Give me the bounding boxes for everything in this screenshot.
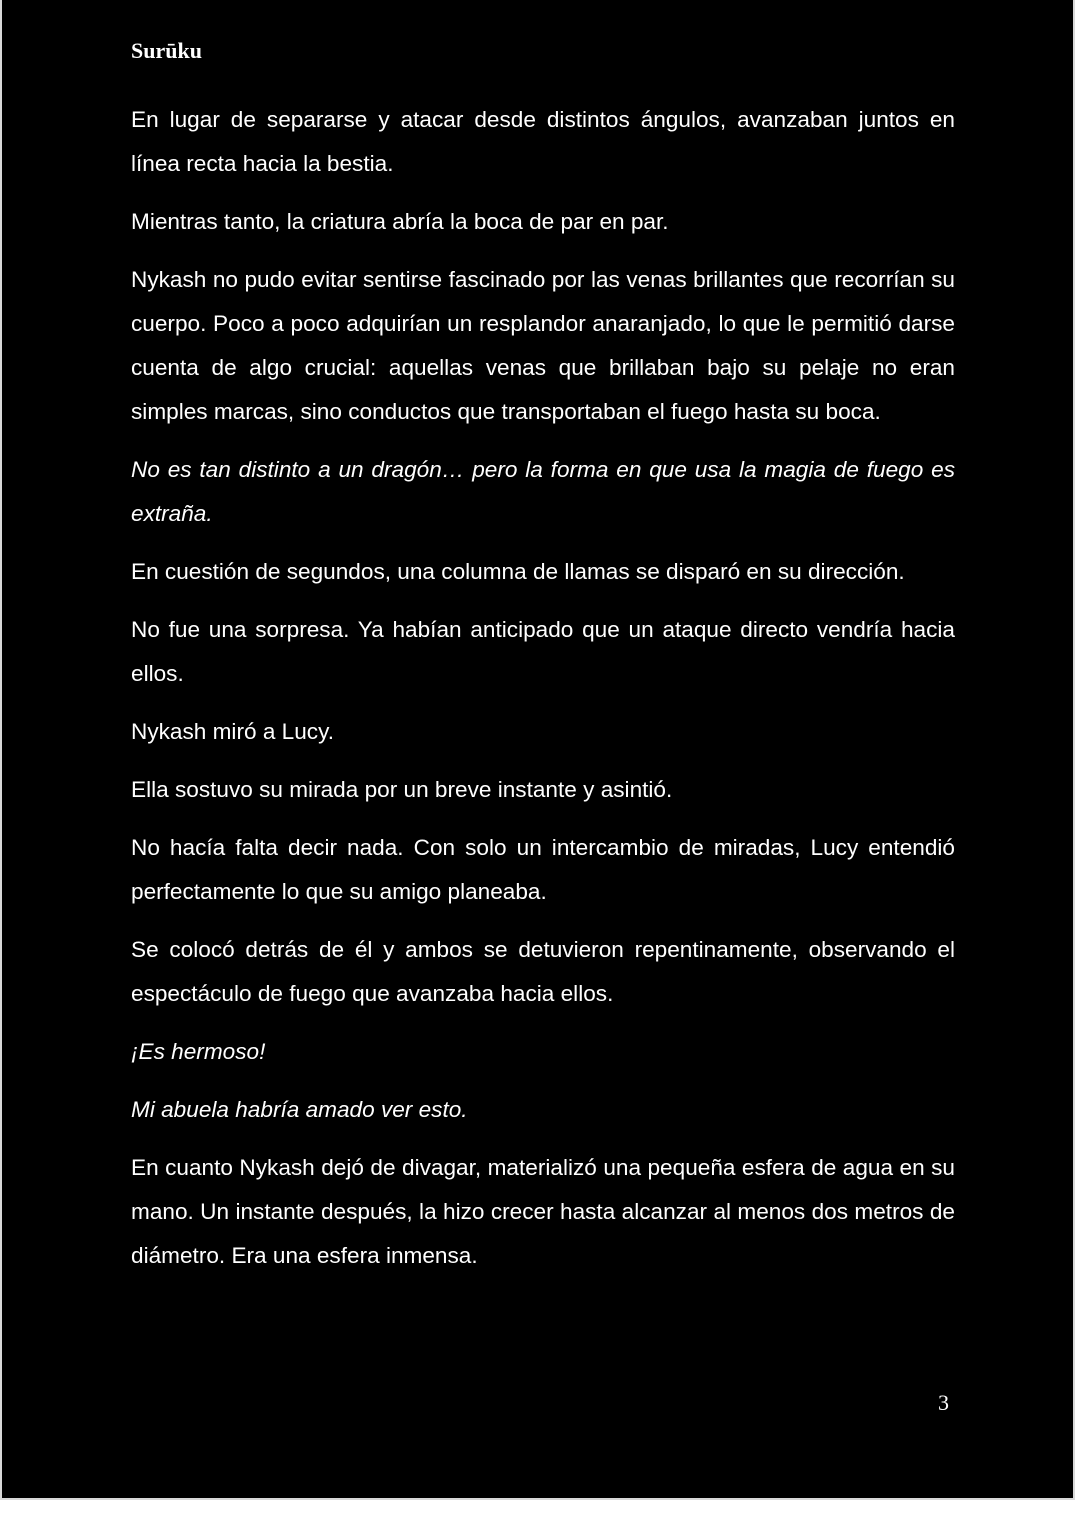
page-number: 3 (938, 1390, 949, 1415)
paragraph: No hacía falta decir nada. Con solo un intercambio de miradas, Lucy entendió perfectamente lo que su amigo planeaba. (131, 835, 955, 904)
paragraph: Ella sostuvo su mirada por un breve instante y asintió. (131, 777, 673, 802)
paragraph: Mientras tanto, la criatura abría la boca de par en par. (131, 209, 669, 234)
paragraph: En cuanto Nykash dejó de divagar, materializó una pequeña esfera de agua en su mano. Un instante después, la hizo crecer hasta alcanzar al menos dos metros de diámetro. Era una esfera inmensa. (131, 1155, 955, 1268)
paragraph: Nykash miró a Lucy. (131, 719, 334, 744)
paragraph-thought: ¡Es hermoso! (131, 1039, 266, 1064)
paragraph: En lugar de separarse y atacar desde distintos ángulos, avanzaban juntos en línea recta hacia la bestia. (131, 107, 955, 176)
running-header: Surūku (131, 38, 202, 63)
paragraph: Nykash no pudo evitar sentirse fascinado por las venas brillantes que recorrían su cuerpo. Poco a poco adquirían un resplandor anaranjado, lo que le permitió darse cuenta de algo crucial: aquellas venas que brillaban bajo su pelaje no eran simples marcas, sino conductos que transportaban el fuego hasta su boca. (131, 267, 955, 424)
paragraph-thought: Mi abuela habría amado ver esto. (131, 1097, 468, 1122)
paragraph: No fue una sorpresa. Ya habían anticipado que un ataque directo vendría hacia ellos. (131, 617, 955, 686)
paragraph: Se colocó detrás de él y ambos se detuvieron repentinamente, observando el espectáculo de fuego que avanzaba hacia ellos. (131, 937, 955, 1006)
paragraph: En cuestión de segundos, una columna de llamas se disparó en su dirección. (131, 559, 905, 584)
body-text (131, 98, 955, 1292)
paragraph-thought: No es tan distinto a un dragón… pero la forma en que usa la magia de fuego es extraña. (131, 457, 955, 526)
